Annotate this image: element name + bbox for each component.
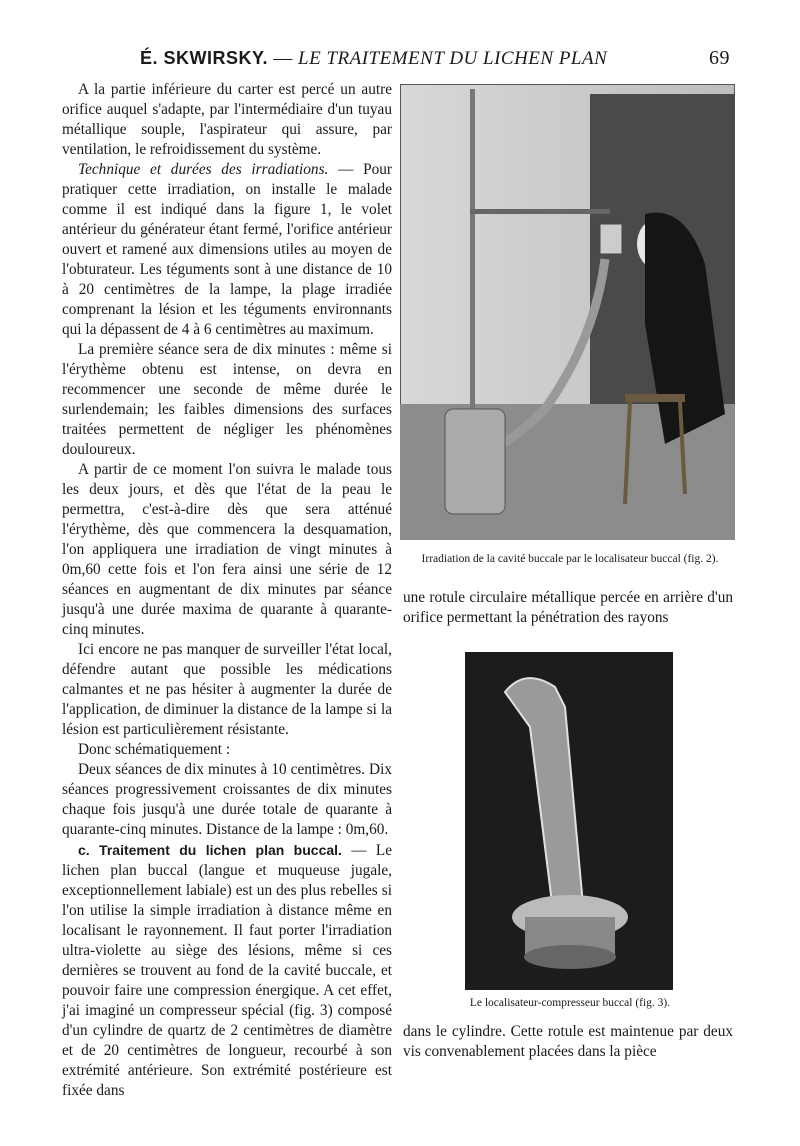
paragraph-text: — Le lichen plan buccal (langue et muqueuse jugale, exceptionnellement labiale) est un des plus rebelles si l'on utilise la simple irradiation à distance même en localisant le rayonnement. Il faut porter l'irradiation ultra-violette au siège des lésions, même si ces dernières se trouvent au fond de la cavité buccale, et pouvoir faire une compression énergique. A cet effet, j'ai imaginé un compresseur spécial (fig. 3) composé d'un cylindre de quartz de 2 centimètres de diamètre et de 20 centimètres de longueur, recourbé à son extrémité antérieure. Son extrémité postérieure est fixée dans [62,842,392,1099]
figure-3-photo [465,652,673,990]
figure-2-photo [400,84,735,540]
section-lead: Technique et durées des irradiations. [78,161,329,178]
paragraph [62,840,392,1101]
paragraph: La première séance sera de dix minutes : même si l'érythème obtenu est intense, on devra en recommencer une seconde de même durée le surlendemain; les faibles dimensions des surfaces traitées permettent de négliger les phénomènes douloureux. [62,341,392,458]
paragraph: Deux séances de dix minutes à 10 centimètres. Dix séances progressivement croissantes de dix minutes chaque fois jusqu'à une durée totale de quarante à quarante-cinq minutes. Distance de la lampe : 0m,60. [62,761,392,838]
paragraph: Donc schématiquement : [78,741,231,758]
figure-3-caption: Le localisateur-compresseur buccal (fig. 3). [469,997,671,1009]
left-column [62,80,392,1101]
header-separator: — [268,48,299,69]
section-heading: c. Traitement du lichen plan buccal. [78,842,342,858]
page-number: 69 [709,47,730,69]
paragraph [62,160,392,340]
header-author: É. SKWIRSKY. [140,48,269,68]
right-column-text-bottom: dans le cylindre. Cette rotule est maintenue par deux vis convenablement placées dans la pièce [403,1023,733,1061]
paragraph: Ici encore ne pas manquer de surveiller l'état local, défendre autant que possible les médications calmantes et ne pas hésiter à augmenter la durée de l'application, de diminuer la distance de la lampe si la lésion est particulièrement résistante. [62,641,392,738]
figure-2-caption: Irradiation de la cavité buccale par le localisateur buccal (fig. 2). [421,553,719,565]
running-header [140,46,730,72]
header-title: LE TRAITEMENT DU LICHEN PLAN [298,48,608,69]
paragraph: A partir de ce moment l'on suivra le malade tous les deux jours, et dès que l'état de la peau le permettra, c'est-à-dire dès que sera atténué l'érythème, dès que commencera la desquamation, l'on appliquera une irradiation de vingt minutes à 0m,60 cette fois et l'on fera ainsi une série de 12 séances en augmentant de dix minutes par séance jusqu'à une durée maxima de quarante à quarante-cinq minutes. [62,461,392,638]
paragraph-text: — Pour pratiquer cette irradiation, on installe le malade comme il est indiqué dans la figure 1, le volet antérieur du générateur étant fermé, l'orifice antérieur ouvert et ramené aux dimensions utiles au moyen de l'obturateur. Les téguments sont à une distance de 10 à 20 centimètres de la lampe, la plage irradiée comprenant la lésion et les téguments environnants qui la dépassent de 4 à 6 centimètres au maximum. [62,161,393,338]
right-column-text-top: une rotule circulaire métallique percée en arrière d'un orifice permettant la pénétration des rayons [403,589,733,627]
paragraph: A la partie inférieure du carter est percé un autre orifice auquel s'adapte, par l'intermédiaire d'un tuyau métallique souple, l'aspirateur qui assure, par ventilation, le refroidissement du système. [62,81,392,158]
